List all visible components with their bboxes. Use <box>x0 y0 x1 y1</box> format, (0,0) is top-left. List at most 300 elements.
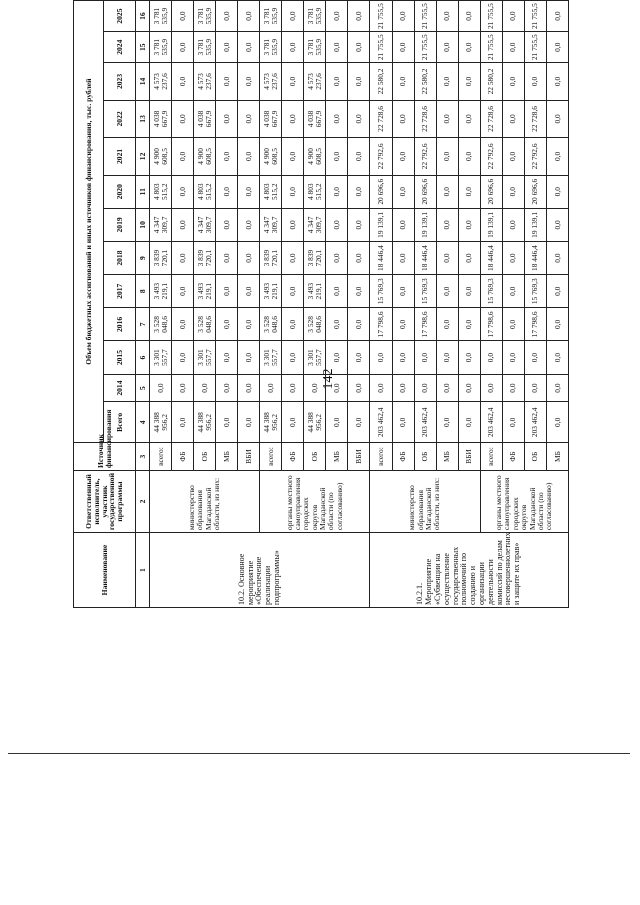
value-cell: 0,0 <box>172 63 194 100</box>
source-cell: ОБ <box>524 443 546 471</box>
value-cell: 0,0 <box>546 138 568 175</box>
value-cell: 0,0 <box>458 275 480 308</box>
header-year: 2024 <box>104 32 136 63</box>
value-cell: 3 839 720,1 <box>304 241 326 274</box>
value-cell: 0,0 <box>238 241 260 274</box>
value-cell: 22 580,2 <box>480 63 502 100</box>
value-cell: 22 728,6 <box>414 100 436 137</box>
value-cell: 3 781 535,9 <box>304 1 326 32</box>
value-cell: 0,0 <box>172 341 194 374</box>
value-cell: 20 696,6 <box>480 175 502 208</box>
value-cell: 0,0 <box>480 341 502 374</box>
value-cell: 0,0 <box>436 1 458 32</box>
value-cell: 0,0 <box>436 100 458 137</box>
value-cell: 0,0 <box>348 241 370 274</box>
value-cell: 4 347 309,7 <box>260 208 282 241</box>
source-cell: ФБ <box>392 443 414 471</box>
value-cell: 203 462,4 <box>480 402 502 443</box>
value-cell: 21 755,5 <box>480 1 502 32</box>
value-cell: 0,0 <box>414 341 436 374</box>
value-cell: 4 803 515,2 <box>260 175 282 208</box>
value-cell: 18 446,4 <box>480 241 502 274</box>
value-cell: 0,0 <box>172 275 194 308</box>
value-cell: 22 580,2 <box>414 63 436 100</box>
value-cell: 0,0 <box>436 402 458 443</box>
value-cell: 0,0 <box>436 275 458 308</box>
value-cell: 3 493 219,1 <box>194 275 216 308</box>
value-cell: 0,0 <box>392 175 414 208</box>
value-cell: 0,0 <box>238 100 260 137</box>
value-cell: 0,0 <box>480 374 502 402</box>
column-number: 6 <box>136 341 150 374</box>
value-cell: 0,0 <box>326 100 348 137</box>
value-cell: 44 388 956,2 <box>260 402 282 443</box>
value-cell: 0,0 <box>348 175 370 208</box>
value-cell: 19 139,1 <box>480 208 502 241</box>
value-cell: 3 781 535,9 <box>304 32 326 63</box>
value-cell: 4 038 667,9 <box>304 100 326 137</box>
executor-cell: органы местного самоуправления городских округов Магаданской области (по согласованию) <box>260 470 370 532</box>
value-cell: 18 446,4 <box>414 241 436 274</box>
value-cell: 0,0 <box>348 402 370 443</box>
value-cell: 0,0 <box>282 175 304 208</box>
value-cell: 0,0 <box>458 341 480 374</box>
value-cell: 4 573 237,6 <box>260 63 282 100</box>
source-cell: ОБ <box>414 443 436 471</box>
value-cell: 4 803 515,2 <box>150 175 172 208</box>
value-cell: 0,0 <box>172 1 194 32</box>
value-cell: 15 769,3 <box>370 275 392 308</box>
table-row <box>150 1 172 608</box>
column-number: 4 <box>136 402 150 443</box>
value-cell: 3 839 720,1 <box>260 241 282 274</box>
value-cell: 0,0 <box>436 308 458 341</box>
value-cell: 0,0 <box>326 275 348 308</box>
value-cell: 0,0 <box>502 138 524 175</box>
source-cell: ФБ <box>172 443 194 471</box>
value-cell: 4 347 309,7 <box>304 208 326 241</box>
value-cell: 22 580,2 <box>370 63 392 100</box>
value-cell: 0,0 <box>326 1 348 32</box>
value-cell: 0,0 <box>172 138 194 175</box>
value-cell: 4 038 667,9 <box>260 100 282 137</box>
value-cell: 0,0 <box>304 374 326 402</box>
value-cell: 0,0 <box>546 374 568 402</box>
column-number: 1 <box>136 533 150 608</box>
value-cell: 3 781 535,9 <box>150 32 172 63</box>
column-number: 15 <box>136 32 150 63</box>
value-cell: 18 446,4 <box>370 241 392 274</box>
value-cell: 0,0 <box>238 275 260 308</box>
value-cell: 0,0 <box>458 63 480 100</box>
value-cell: 0,0 <box>326 374 348 402</box>
value-cell: 15 769,3 <box>480 275 502 308</box>
value-cell: 0,0 <box>216 32 238 63</box>
value-cell: 20 696,6 <box>524 175 546 208</box>
source-cell: ФБ <box>282 443 304 471</box>
value-cell: 4 347 309,7 <box>194 208 216 241</box>
value-cell: 0,0 <box>392 308 414 341</box>
funding-table <box>73 0 569 608</box>
value-cell: 0,0 <box>392 402 414 443</box>
value-cell: 0,0 <box>282 308 304 341</box>
header-year: 2019 <box>104 208 136 241</box>
value-cell: 0,0 <box>458 308 480 341</box>
value-cell: 0,0 <box>282 100 304 137</box>
value-cell: 3 528 048,6 <box>150 308 172 341</box>
value-cell: 0,0 <box>326 208 348 241</box>
value-cell: 0,0 <box>392 138 414 175</box>
value-cell: 0,0 <box>216 63 238 100</box>
value-cell: 0,0 <box>436 175 458 208</box>
value-cell: 0,0 <box>238 208 260 241</box>
value-cell: 0,0 <box>238 63 260 100</box>
value-cell: 4 347 309,7 <box>150 208 172 241</box>
table-row <box>260 1 282 608</box>
value-cell: 0,0 <box>546 402 568 443</box>
value-cell: 0,0 <box>150 374 172 402</box>
column-number: 2 <box>136 470 150 532</box>
value-cell: 0,0 <box>348 138 370 175</box>
value-cell: 0,0 <box>392 374 414 402</box>
value-cell: 4 573 237,6 <box>194 63 216 100</box>
value-cell: 0,0 <box>458 138 480 175</box>
value-cell: 0,0 <box>436 32 458 63</box>
value-cell: 0,0 <box>546 208 568 241</box>
value-cell: 0,0 <box>546 63 568 100</box>
header-total: Всего <box>104 402 136 443</box>
value-cell: 0,0 <box>546 32 568 63</box>
value-cell: 0,0 <box>502 63 524 100</box>
page-divider <box>8 753 630 754</box>
value-cell: 0,0 <box>436 341 458 374</box>
value-cell: 0,0 <box>282 275 304 308</box>
source-cell: ВБИ <box>348 443 370 471</box>
value-cell: 0,0 <box>392 63 414 100</box>
value-cell: 0,0 <box>458 208 480 241</box>
header-year: 2014 <box>104 374 136 402</box>
value-cell: 19 139,1 <box>524 208 546 241</box>
header-year: 2025 <box>104 1 136 32</box>
table-row <box>370 1 392 608</box>
source-cell: всего: <box>260 443 282 471</box>
value-cell: 0,0 <box>436 208 458 241</box>
value-cell: 0,0 <box>238 402 260 443</box>
value-cell: 18 446,4 <box>524 241 546 274</box>
source-cell: ФБ <box>502 443 524 471</box>
value-cell: 0,0 <box>458 374 480 402</box>
value-cell: 0,0 <box>326 241 348 274</box>
value-cell: 0,0 <box>502 241 524 274</box>
source-cell: МБ <box>546 443 568 471</box>
value-cell: 0,0 <box>392 241 414 274</box>
column-number: 9 <box>136 241 150 274</box>
value-cell: 4 038 667,9 <box>194 100 216 137</box>
value-cell: 3 493 219,1 <box>304 275 326 308</box>
header-year: 2015 <box>104 341 136 374</box>
source-cell: всего: <box>480 443 502 471</box>
executor-cell: министерство образования Магаданской области, из них: <box>370 470 480 532</box>
value-cell: 21 755,5 <box>480 32 502 63</box>
value-cell: 0,0 <box>546 175 568 208</box>
value-cell: 0,0 <box>348 341 370 374</box>
header-name: Наименование <box>74 533 136 608</box>
table-row <box>480 1 502 608</box>
value-cell: 0,0 <box>414 374 436 402</box>
value-cell: 0,0 <box>502 341 524 374</box>
value-cell: 3 528 048,6 <box>304 308 326 341</box>
value-cell: 0,0 <box>326 138 348 175</box>
value-cell: 0,0 <box>282 241 304 274</box>
value-cell: 0,0 <box>194 374 216 402</box>
value-cell: 0,0 <box>370 341 392 374</box>
source-cell: МБ <box>436 443 458 471</box>
value-cell: 0,0 <box>524 374 546 402</box>
value-cell: 15 769,3 <box>524 275 546 308</box>
header-executor: Ответственный исполнитель, участник государственной программы <box>74 470 136 532</box>
value-cell: 0,0 <box>216 341 238 374</box>
value-cell: 0,0 <box>326 402 348 443</box>
value-cell: 4 573 237,6 <box>304 63 326 100</box>
value-cell: 0,0 <box>502 374 524 402</box>
value-cell: 0,0 <box>282 374 304 402</box>
value-cell: 0,0 <box>392 1 414 32</box>
value-cell: 0,0 <box>238 32 260 63</box>
value-cell: 0,0 <box>458 241 480 274</box>
value-cell: 21 755,5 <box>414 1 436 32</box>
value-cell: 22 728,6 <box>370 100 392 137</box>
value-cell: 0,0 <box>502 1 524 32</box>
header-volume: Объем бюджетных ассигнований и иных источников финансирования, тыс. рублей <box>74 1 104 443</box>
header-year: 2018 <box>104 241 136 274</box>
value-cell: 44 388 956,2 <box>304 402 326 443</box>
value-cell: 4 900 608,5 <box>194 138 216 175</box>
value-cell: 3 528 048,6 <box>194 308 216 341</box>
value-cell: 0,0 <box>524 63 546 100</box>
value-cell: 0,0 <box>216 208 238 241</box>
value-cell: 0,0 <box>436 374 458 402</box>
value-cell: 0,0 <box>260 374 282 402</box>
column-number: 8 <box>136 275 150 308</box>
value-cell: 0,0 <box>502 175 524 208</box>
value-cell: 0,0 <box>238 138 260 175</box>
value-cell: 3 493 219,1 <box>150 275 172 308</box>
page-number: 142 <box>321 368 336 390</box>
value-cell: 0,0 <box>502 208 524 241</box>
value-cell: 0,0 <box>216 100 238 137</box>
value-cell: 19 139,1 <box>370 208 392 241</box>
value-cell: 3 839 720,1 <box>194 241 216 274</box>
value-cell: 3 301 557,7 <box>150 341 172 374</box>
value-cell: 0,0 <box>238 341 260 374</box>
value-cell: 0,0 <box>348 1 370 32</box>
value-cell: 3 493 219,1 <box>260 275 282 308</box>
column-number: 10 <box>136 208 150 241</box>
value-cell: 21 755,5 <box>370 32 392 63</box>
value-cell: 0,0 <box>172 208 194 241</box>
value-cell: 0,0 <box>458 1 480 32</box>
value-cell: 4 573 237,6 <box>150 63 172 100</box>
value-cell: 0,0 <box>502 308 524 341</box>
row-name-cell: 10.2.1. Мероприятие «Субвенции на осуществление государственных полномочий по созданию и организации деятельности комиссий по делам несовершеннолетних и защите их прав» <box>370 533 569 608</box>
value-cell: 17 798,6 <box>524 308 546 341</box>
value-cell: 0,0 <box>172 402 194 443</box>
column-number: 13 <box>136 100 150 137</box>
row-name-cell: 10.2. Основное мероприятие «Обеспечение реализации подпрограммы» <box>150 533 370 608</box>
value-cell: 0,0 <box>282 341 304 374</box>
value-cell: 0,0 <box>326 308 348 341</box>
value-cell: 0,0 <box>282 32 304 63</box>
value-cell: 4 900 608,5 <box>260 138 282 175</box>
value-cell: 0,0 <box>392 32 414 63</box>
source-cell: ОБ <box>304 443 326 471</box>
value-cell: 0,0 <box>326 63 348 100</box>
header-year: 2017 <box>104 275 136 308</box>
value-cell: 3 301 557,7 <box>304 341 326 374</box>
column-number: 16 <box>136 1 150 32</box>
value-cell: 44 388 956,2 <box>150 402 172 443</box>
value-cell: 21 755,5 <box>524 32 546 63</box>
value-cell: 20 696,6 <box>370 175 392 208</box>
value-cell: 44 388 956,2 <box>194 402 216 443</box>
value-cell: 0,0 <box>546 275 568 308</box>
value-cell: 0,0 <box>546 308 568 341</box>
value-cell: 0,0 <box>238 175 260 208</box>
value-cell: 0,0 <box>458 100 480 137</box>
header-source: Источник финансирования <box>74 443 136 471</box>
value-cell: 0,0 <box>216 241 238 274</box>
value-cell: 3 301 557,7 <box>194 341 216 374</box>
value-cell: 0,0 <box>326 32 348 63</box>
value-cell: 17 798,6 <box>480 308 502 341</box>
value-cell: 0,0 <box>348 100 370 137</box>
value-cell: 3 301 557,7 <box>260 341 282 374</box>
value-cell: 4 900 608,5 <box>304 138 326 175</box>
value-cell: 21 755,5 <box>414 32 436 63</box>
header-year: 2020 <box>104 175 136 208</box>
value-cell: 21 755,5 <box>524 1 546 32</box>
value-cell: 0,0 <box>458 175 480 208</box>
value-cell: 0,0 <box>458 402 480 443</box>
column-number: 5 <box>136 374 150 402</box>
column-number: 7 <box>136 308 150 341</box>
value-cell: 0,0 <box>216 138 238 175</box>
value-cell: 0,0 <box>216 402 238 443</box>
value-cell: 0,0 <box>502 402 524 443</box>
header-year: 2023 <box>104 63 136 100</box>
value-cell: 4 038 667,9 <box>150 100 172 137</box>
value-cell: 0,0 <box>172 374 194 402</box>
value-cell: 0,0 <box>238 374 260 402</box>
value-cell: 203 462,4 <box>414 402 436 443</box>
value-cell: 0,0 <box>524 341 546 374</box>
value-cell: 0,0 <box>392 341 414 374</box>
executor-cell: органы местного самоуправления городских округов Магаданской области (по согласованию) <box>480 470 568 532</box>
value-cell: 0,0 <box>282 208 304 241</box>
source-cell: ВБИ <box>458 443 480 471</box>
value-cell: 3 781 535,9 <box>260 32 282 63</box>
value-cell: 0,0 <box>348 32 370 63</box>
value-cell: 0,0 <box>392 100 414 137</box>
value-cell: 0,0 <box>348 308 370 341</box>
source-cell: МБ <box>216 443 238 471</box>
value-cell: 0,0 <box>392 275 414 308</box>
value-cell: 3 781 535,9 <box>194 1 216 32</box>
source-cell: МБ <box>326 443 348 471</box>
executor-cell: министерство образования Магаданской области, из них: <box>150 470 260 532</box>
column-number: 14 <box>136 63 150 100</box>
value-cell: 0,0 <box>216 175 238 208</box>
source-cell: всего: <box>150 443 172 471</box>
source-cell: ВБИ <box>238 443 260 471</box>
value-cell: 17 798,6 <box>414 308 436 341</box>
value-cell: 21 755,5 <box>370 1 392 32</box>
value-cell: 3 781 535,9 <box>194 32 216 63</box>
value-cell: 20 696,6 <box>414 175 436 208</box>
header-year: 2022 <box>104 100 136 137</box>
value-cell: 0,0 <box>436 63 458 100</box>
value-cell: 22 792,6 <box>414 138 436 175</box>
value-cell: 0,0 <box>238 308 260 341</box>
column-number: 11 <box>136 175 150 208</box>
value-cell: 203 462,4 <box>524 402 546 443</box>
value-cell: 0,0 <box>348 275 370 308</box>
value-cell: 22 792,6 <box>480 138 502 175</box>
source-cell: ОБ <box>194 443 216 471</box>
column-number: 12 <box>136 138 150 175</box>
value-cell: 0,0 <box>436 138 458 175</box>
value-cell: 22 728,6 <box>524 100 546 137</box>
value-cell: 0,0 <box>216 275 238 308</box>
value-cell: 0,0 <box>216 374 238 402</box>
value-cell: 0,0 <box>282 63 304 100</box>
value-cell: 0,0 <box>326 341 348 374</box>
value-cell: 0,0 <box>216 1 238 32</box>
rotated-table-container <box>73 0 569 608</box>
value-cell: 0,0 <box>326 175 348 208</box>
value-cell: 15 769,3 <box>414 275 436 308</box>
value-cell: 0,0 <box>348 63 370 100</box>
value-cell: 0,0 <box>172 100 194 137</box>
value-cell: 0,0 <box>392 208 414 241</box>
value-cell: 0,0 <box>502 275 524 308</box>
value-cell: 3 839 720,1 <box>150 241 172 274</box>
header-year: 2021 <box>104 138 136 175</box>
value-cell: 0,0 <box>282 402 304 443</box>
value-cell: 0,0 <box>546 1 568 32</box>
value-cell: 0,0 <box>282 138 304 175</box>
value-cell: 4 803 515,2 <box>194 175 216 208</box>
value-cell: 3 781 535,9 <box>150 1 172 32</box>
value-cell: 0,0 <box>282 1 304 32</box>
source-cell: всего: <box>370 443 392 471</box>
value-cell: 0,0 <box>172 175 194 208</box>
value-cell: 17 798,6 <box>370 308 392 341</box>
value-cell: 22 792,6 <box>524 138 546 175</box>
value-cell: 0,0 <box>546 341 568 374</box>
value-cell: 0,0 <box>172 32 194 63</box>
value-cell: 0,0 <box>172 308 194 341</box>
value-cell: 19 139,1 <box>414 208 436 241</box>
value-cell: 4 803 515,2 <box>304 175 326 208</box>
value-cell: 0,0 <box>502 100 524 137</box>
value-cell: 203 462,4 <box>370 402 392 443</box>
value-cell: 3 781 535,9 <box>260 1 282 32</box>
value-cell: 0,0 <box>370 374 392 402</box>
value-cell: 0,0 <box>348 374 370 402</box>
value-cell: 0,0 <box>546 241 568 274</box>
header-year: 2016 <box>104 308 136 341</box>
